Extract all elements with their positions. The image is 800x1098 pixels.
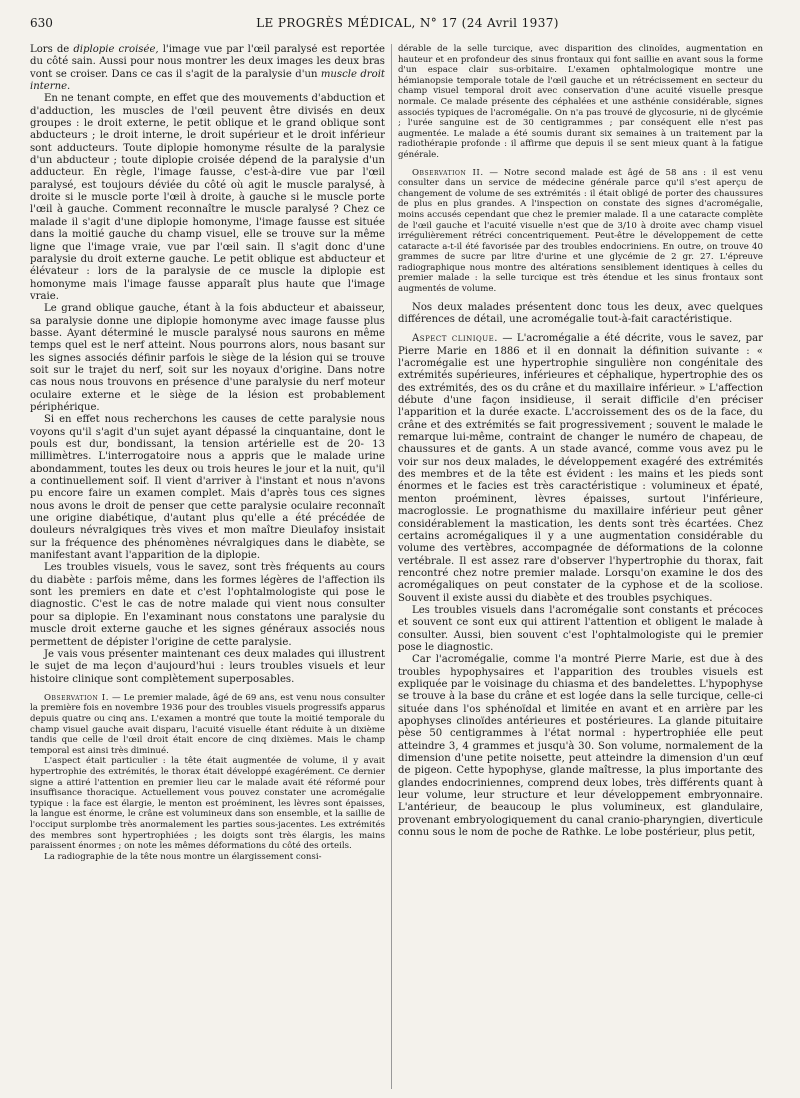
observation-2-label: Observation II. bbox=[412, 167, 484, 178]
aspect-clinique-label: Aspect clinique. bbox=[412, 333, 498, 345]
observation-2: Observation II. — Notre second malade est âgé de 58 ans : il est venu consulter dans un service de médecine générale parce qu'il s'est aperçu de changement de volume de ses extrémités : il était obligé de porter des chaussures de plus en plus grandes. A l'inspection on constate des signes d'acromégalie, moins accusés cependant que chez le premier malade. Il a une cataracte complète de l'œil gauche et l'acuité visuelle n'est que de 3/10 à droite avec champ visuel irrégulièrement rétréci concentriquement. Peut-être le développement de cette cataracte a-t-il été favorisée par des troubles endocriniens. En outre, on trouve 40 grammes de sucre par litre d'urine et une glycémie de 2 gr. 27. L'épreuve radiographique nous montre des altérations sensiblement identiques à celles du premier malade : la selle turcique est très étendue et les sinus frontaux sont augmentés de volume. bbox=[398, 167, 763, 295]
column-divider bbox=[391, 44, 392, 1089]
observation-1-radiographie: La radiographie de la tête nous montre un élargissement consi- bbox=[44, 851, 322, 862]
running-title: LE PROGRÈS MÉDICAL, N° 17 (24 Avril 1937) bbox=[256, 16, 559, 30]
paragraph-presentation: Je vais vous présenter maintenant ces deux malades qui illustrent le sujet de ma leçon d'aujourd'hui : leurs troubles visuels et leur histoire clinique sont complètement superposables. bbox=[30, 648, 385, 685]
paragraph-causes: Si en effet nous recherchons les causes de cette paralysie nous voyons qu'il s'agit d'un sujet ayant dépassé la cinquantaine, dont le pouls est dur, bondissant, la tension artérielle est de 20- 13 millimètres. L'interrogatoire nous a appris que le malade urine abondamment, toutes les deux ou trois heures le jour et la nuit, qu'il a continuellement soif. Il vient d'arriver à l'instant et nous n'avons pu encore faire un examen complet. Mais d'après tous ces signes nous avons le droit de penser que cette paralysie oculaire reconnaît une origine diabétique, d'autant plus qu'elle a été précédée de douleurs névralgiques très vives et mon maître Dieulafoy insistait sur la fréquence des phénomènes névralgiques dans le diabète, se manifestant avant l'apparition de la diplopie. bbox=[30, 414, 385, 562]
left-column bbox=[30, 44, 385, 1094]
observation-1-aspect: L'aspect était particulier : la tête était augmentée de volume, il y avait hypertrophie des extrémités, le thorax était développé exagérément. Ce dernier signe a attiré l'attention en premier lieu car le malade avait été réformé pour insuffisance thoracique. Actuellement vous pouvez constater une acromégalie typique : la face est élargie, le menton est proéminent, les lèvres sont épaisses, la langue est énorme, le crâne est volumineux dans son ensemble, et la saillie de l'occiput surplombe très anormalement les parties sous-jacentes. Les extrémités des membres sont hypertrophiées ; les doigts sont très élargis, les mains paraissent énormes ; on note les mêmes déformations du côté des orteils. bbox=[30, 756, 385, 852]
right-column bbox=[398, 44, 763, 1094]
paragraph-troubles-constants: Les troubles visuels dans l'acromégalie sont constants et précoces et souvent ce sont eux qui attirent l'attention et obligent le malade à consulter. Aussi, bien souvent c'est l'ophtalmologiste qui le premier pose le diagnostic. bbox=[398, 604, 763, 653]
paragraph-hypophyse: Car l'acromégalie, comme l'a montré Pierre Marie, est due à des troubles hypophysaires et l'apparition des troubles visuels est expliquée par le voisinage du chiasma et des bandelettes. L'hypophyse se trouve à la base du crâne et est logée dans la selle turcique, celle-ci située dans l'os sphénoïdal et limitée en avant et en arrière par les apophyses clinoïdes antérieures et postérieures. La glande pituitaire pèse 50 centigrammes à l'état normal : hypertrophiée elle peut atteindre 3, 4 grammes et jusqu'à 30. Son volume, normalement de la dimension d'une petite noisette, peut atteindre la dimension d'un œuf de pigeon. Cette hypophyse, glande maîtresse, la plus importante des glandes endocriniennes, comprend deux lobes, très différents quant à leur volume, leur structure et leur développement embryonnaire. L'antérieur, de beaucoup le plus volumineux, est glandulaire, provenant embryologiquement du canal cranio-pharyngien, diverticule connu sous le nom de poche de Rathke. Le lobe postérieur, plus petit, bbox=[398, 654, 763, 839]
paragraph-diplopie-croisee: Lors de diplopie croisée, l'image vue par l'œil paralysé est reportée du côté sain. Aussi pour nous montrer les deux images les deux bras vont se croiser. Dans ce cas il s'agit de la paralysie d'un muscle droit interne. bbox=[30, 44, 385, 93]
observation-1-continued: dérable de la selle turcique, avec disparition des clinoïdes, augmentation en hauteur et en profondeur des sinus frontaux qui font saillie en avant sous la forme d'un espace clair sus-orbitaire. L'examen ophtalmologique montre une hémianopsie temporale totale de l'œil gauche et un rétrécissement en secteur du champ visuel temporal droit avec conservation d'une acuité visuelle presque normale. Ce malade présente des céphalées et une asthénie considérable, signes associés typiques de l'acromégalie. On n'a pas trouvé de glycosurie, ni de glycémie ; l'urée sanguine est de 30 centigrammes ; par conséquent elle n'est pas augmentée. Le malade a été soumis durant six semaines à un traitement par la radiothérapie profonde : il affirme que depuis il se sent mieux quant à la fatigue générale. bbox=[398, 44, 763, 160]
paragraph-aspect-clinique: Aspect clinique. — L'acromégalie a été décrite, vous le savez, par Pierre Marie en 1886 et il en donnait la définition suivante : « l'acromégalie est une hypertrophie singulière non congénitale des extrémités supérieures, inférieures et céphalique, hypertrophie des os des extrémités, des os du crâne et du maxillaire inférieur. » L'affection débute d'une façon insidieuse, il serait difficile d'en préciser l'apparition et la durée exacte. L'accroissement des os de la face, du crâne et des extrémités se fait progressivement ; souvent le malade le remarque lui-même, contraint de changer le numéro de chapeau, de chaussures et de gants. A un stade avancé, comme vous avez pu le voir sur nos deux malades, le développement exagéré des extrémités des membres et de la tête est évident : les mains et les pieds sont énormes et le facies est très caractéristique : volumineux et épaté, menton proéminent, lèvres épaisses, surtout l'inférieure, macroglossie. Le prognathisme du maxillaire inférieur peut gêner considérablement la mastication, les dents sont très écartées. Chez certains acromégaliques il y a une augmentation considérable du volume des vertèbres, accompagnée de déformations de la colonne vertébrale. Il est assez rare d'observer l'hypertrophie du thorax, fait rencontré chez notre premier malade. Lorsqu'on examine le dos des acromégaliques on peut constater de la cyphose et de la scoliose. Souvent il existe aussi du diabète et des troubles psychiques. bbox=[398, 333, 763, 604]
paragraph-deux-malades: Nos deux malades présentent donc tous les deux, avec quelques différences de détail, une acromégalie tout-à-fait caractéristique. bbox=[398, 301, 763, 325]
page-number: 630 bbox=[30, 16, 53, 30]
running-header bbox=[30, 10, 785, 36]
observation-1: Observation I. — Le premier malade, âgé de 69 ans, est venu nous consulter la première fois en novembre 1936 pour des troubles visuels progressifs apparus depuis quatre ou cinq ans. L'examen a montré que toute la moitié temporale du champ visuel gauche avait disparu, l'acuité visuelle étant réduite à un dixième tandis que celle de l'œil droit était encore de cinq dixièmes. Mais le champ temporal est ainsi très diminué. bbox=[30, 692, 385, 756]
paragraph-muscles-groups: En ne tenant compte, en effet que des mouvements d'abduction et d'adduction, les muscles de l'œil peuvent être divisés en deux groupes : le droit externe, le petit oblique et le grand oblique sont abducteurs ; le droit interne, le droit supérieur et le droit inférieur sont adducteurs. Toute diplopie homonyme résulte de la paralysie d'un abducteur ; toute diplopie croisée dépend de la paralysie d'un adducteur. En règle, l'image fausse, c'est-à-dire vue par l'œil paralysé, est toujours déviée du côté où agit le muscle paralysé, à droite si le muscle porte l'œil à droite, à gauche si le muscle porte l'œil à gauche. Comment reconnaître le muscle paralysé ? Chez ce malade il s'agit d'une diplopie homonyme, l'image fausse est située dans la moitié gauche du champ visuel, elle se trouve sur la même ligne que l'image vraie, vue par l'œil sain. Il s'agit donc d'une paralysie du droit externe gauche. Le petit oblique est abducteur et élévateur : lors de la paralysie de ce muscle la diplopie est homonyme mais l'image fausse apparaît plus haute que l'image vraie. bbox=[30, 93, 385, 302]
observation-1-label: Observation I. bbox=[44, 692, 109, 703]
paragraph-troubles-visuels: Les troubles visuels, vous le savez, sont très fréquents au cours du diabète : parfois même, dans les formes légères de l'affection ils sont les premiers en date et c'est l'ophtalmologiste qui pose le diagnostic. C'est le cas de notre malade qui vient nous consulter pour sa diplopie. En l'examinant nous constatons une paralysie du muscle droit externe gauche et les signes généraux associés nous permettent de dépister l'origine de cette paralysie. bbox=[30, 562, 385, 648]
paragraph-grand-oblique: Le grand oblique gauche, étant à la fois abducteur et abaisseur, sa paralysie donne une diplopie homonyme avec image fausse plus basse. Ayant déterminé le muscle paralysé nous saurons en même temps quel est le nerf atteint. Nous pourrons alors, nous basant sur les signes associés définir parfois le siège de la lésion qui se trouve soit sur le trajet du nerf, soit sur les noyaux d'origine. Dans notre cas nous nous trouvons en présence d'une paralysie du nerf moteur oculaire externe et le siège de la lésion est probablement périphérique. bbox=[30, 303, 385, 413]
